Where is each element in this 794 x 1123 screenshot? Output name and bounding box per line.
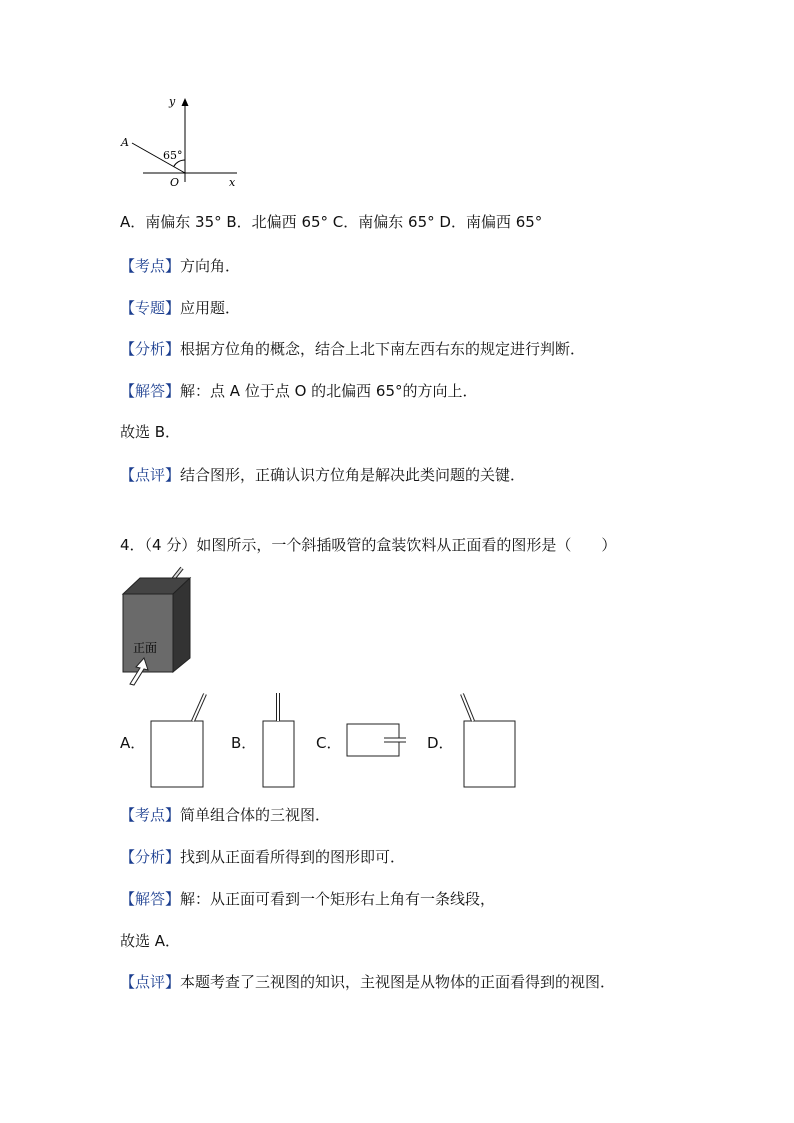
q3-kaodian <box>120 256 240 276</box>
angle-label: 65° <box>163 149 183 162</box>
kaodian-tag: 【考点】 <box>120 257 181 275</box>
dianping-text: 结合图形，正确认识方位角是解决此类问题的关键． <box>180 466 526 484</box>
q4-fenxi <box>120 847 405 867</box>
jieda-tag: 【解答】 <box>120 382 181 400</box>
jieda-text: 解：从正面可看到一个矩形右上角有一条线段， <box>180 890 496 908</box>
origin-label: O <box>170 176 180 189</box>
fenxi-text: 找到从正面看所得到的图形即可． <box>180 848 406 866</box>
y-axis-label: y <box>169 95 176 108</box>
point-a-label: A <box>121 136 129 149</box>
fenxi-tag: 【分析】 <box>120 848 181 866</box>
kaodian-text: 方向角． <box>180 257 241 275</box>
fenxi-tag: 【分析】 <box>120 340 181 358</box>
front-label: 正面 <box>133 641 158 655</box>
zhuanti-tag: 【专题】 <box>120 299 181 317</box>
jieda-tag: 【解答】 <box>120 890 181 908</box>
fenxi-text: 根据方位角的概念，结合上北下南左西右东的规定进行判断． <box>180 340 586 358</box>
dianping-tag: 【点评】 <box>120 973 181 991</box>
kaodian-tag: 【考点】 <box>120 806 181 824</box>
zhuanti-text: 应用题． <box>180 299 241 317</box>
q4-question: 4．（4 分）如图所示，一个斜插吸管的盒装饮料从正面看的图形是（ ） <box>120 536 617 554</box>
q3-zhuanti <box>120 298 240 318</box>
q4-answer: 故选 A． <box>120 932 181 950</box>
q4-kaodian <box>120 805 330 825</box>
q4-dianping <box>120 972 615 992</box>
q4-option-b-figure <box>262 690 302 790</box>
q4-option-d-label: D． <box>427 734 454 752</box>
q3-options: A．南偏东 35° B．北偏西 65° C．南偏东 65° D．南偏西 65° <box>120 213 543 231</box>
q4-option-a-figure <box>150 690 210 790</box>
dianping-text: 本题考查了三视图的知识，主视图是从物体的正面看得到的视图． <box>180 973 616 991</box>
q3-jieda <box>120 381 478 401</box>
q3-fenxi <box>120 339 585 359</box>
direction-angle-figure <box>115 92 245 192</box>
drink-box-figure <box>118 566 208 686</box>
q4-option-b-label: B． <box>231 734 257 752</box>
jieda-text: 解：点 A 位于点 O 的北偏西 65°的方向上． <box>180 382 478 400</box>
q3-dianping <box>120 465 525 485</box>
q4-option-c-figure <box>346 722 416 772</box>
q4-option-d-figure <box>462 690 522 790</box>
dianping-tag: 【点评】 <box>120 466 181 484</box>
kaodian-text: 简单组合体的三视图． <box>180 806 331 824</box>
x-axis-label: x <box>229 176 236 189</box>
q4-option-c-label: C． <box>316 734 342 752</box>
q3-answer: 故选 B． <box>120 423 181 441</box>
q4-option-a-label: A． <box>120 734 146 752</box>
q4-jieda <box>120 889 495 909</box>
